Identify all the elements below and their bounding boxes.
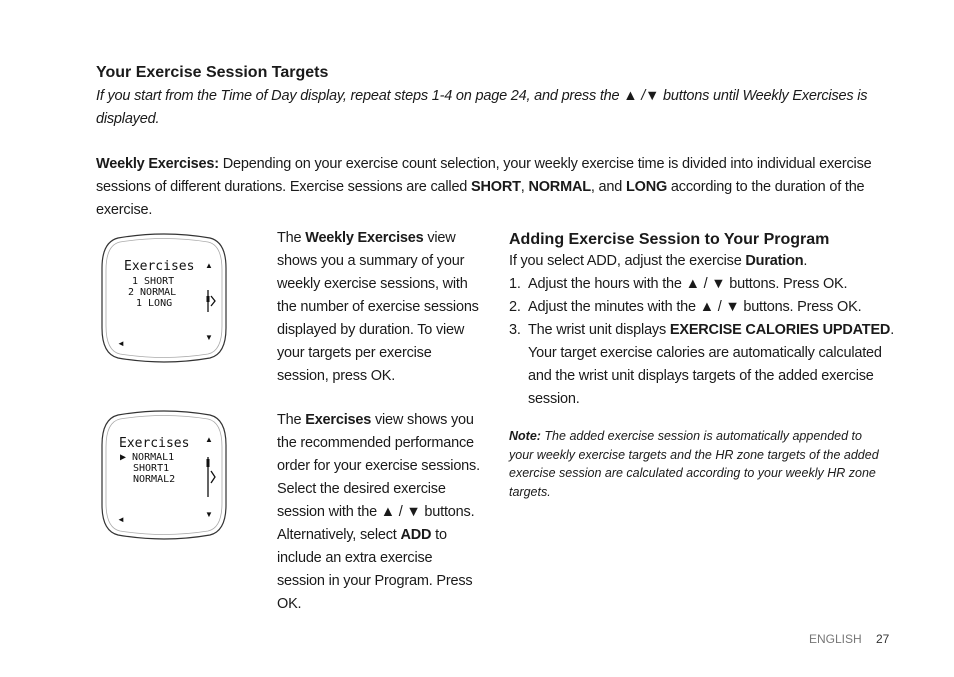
watch-display-weekly-exercises bbox=[98, 232, 230, 364]
adding-body bbox=[509, 250, 901, 411]
list-item bbox=[509, 296, 901, 319]
watch1-line-2: 2 NORMAL bbox=[128, 287, 177, 298]
exercises-view-text bbox=[277, 409, 483, 616]
view2-pre: The bbox=[277, 412, 306, 428]
watch2-back-icon: ◄ bbox=[117, 515, 125, 524]
watch1-line-3: 1 LONG bbox=[136, 298, 173, 309]
weekly-text-2: according to the duration of the exercise. bbox=[96, 179, 865, 218]
view2-post: to include an extra exercise session in your Program. Press OK. bbox=[277, 527, 473, 612]
view1-post: view shows you a summary of your weekly exercise sessions, with the number of exercise sessions displayed by duration. To view your targets per exercise session, press OK. bbox=[277, 230, 479, 384]
step-text-post: . Your target exercise calories are automatically calculated and the wrist unit displays targets of the added exercise session. bbox=[528, 322, 895, 407]
watch1-scroll-indicator-icon bbox=[208, 290, 215, 312]
section-intro-text: If you start from the Time of Day display, repeat steps 1-4 on page 24, and press the ▲ /▼ buttons until Weekly Exercises is displayed. bbox=[96, 88, 868, 127]
step-number: 1. bbox=[509, 276, 521, 292]
list-item bbox=[509, 273, 901, 296]
footer-language: ENGLISH bbox=[809, 632, 862, 646]
step-text: Adjust the hours with the ▲ / ▼ buttons. Press OK. bbox=[528, 276, 848, 292]
adding-title: Adding Exercise Session to Your Program bbox=[509, 231, 830, 248]
watch-display-exercises bbox=[98, 409, 230, 541]
watch1-line-1: 1 SHORT bbox=[132, 276, 175, 287]
step-number: 2. bbox=[509, 299, 521, 315]
adding-steps bbox=[509, 273, 901, 411]
watch1-down-icon: ▼ bbox=[205, 333, 213, 342]
note-text: The added exercise session is automatically appended to your weekly exercise targets and the HR zone targets of the added exercise session are calculated according to your weekly HR zone targets. bbox=[509, 429, 879, 499]
step-text-pre: The wrist unit displays bbox=[528, 322, 670, 338]
step-text-bold: EXERCISE CALORIES UPDATED bbox=[669, 322, 891, 338]
weekly-sep-2: , and bbox=[590, 179, 626, 195]
watch1-up-icon: ▲ bbox=[205, 261, 213, 270]
watch2-line-1: ▶ NORMAL1 bbox=[120, 452, 175, 463]
adding-intro bbox=[509, 250, 901, 273]
watch2-line-2: SHORT1 bbox=[133, 463, 170, 474]
view2-bold-2: ADD bbox=[400, 527, 432, 543]
weekly-paragraph bbox=[96, 153, 896, 222]
watch2-up-icon: ▲ bbox=[205, 435, 213, 444]
view1-bold: Weekly Exercises bbox=[305, 230, 424, 246]
step-text: Adjust the minutes with the ▲ / ▼ buttons. Press OK. bbox=[528, 299, 862, 315]
weekly-short: SHORT bbox=[471, 179, 521, 195]
section-intro bbox=[96, 85, 896, 131]
watch1-back-icon: ◄ bbox=[117, 339, 125, 348]
adding-intro-pre: If you select ADD, adjust the exercise bbox=[509, 253, 746, 269]
watch2-scroll-indicator-icon bbox=[208, 457, 215, 497]
watch1-title: Exercises bbox=[124, 259, 195, 274]
weekly-sep-1: , bbox=[520, 179, 529, 195]
weekly-text-1: Depending on your exercise count selection, your weekly exercise time is divided into individual exercise sessions of different durations. Exercise sessions are called bbox=[96, 156, 872, 195]
adding-intro-post: . bbox=[803, 253, 808, 269]
section-title: Your Exercise Session Targets bbox=[96, 64, 329, 81]
view2-mid: view shows you the recommended performance order for your exercise sessions. Select the desired exercise session with the ▲ / ▼ buttons. Alternatively, select bbox=[277, 412, 480, 543]
view1-pre: The bbox=[277, 230, 306, 246]
step-number: 3. bbox=[509, 322, 521, 338]
page-number: 27 bbox=[876, 632, 890, 646]
watch2-line-3: NORMAL2 bbox=[133, 474, 176, 485]
watch2-down-icon: ▼ bbox=[205, 510, 213, 519]
weekly-term: Weekly Exercises: bbox=[96, 156, 219, 172]
note-label: Note: bbox=[509, 429, 541, 443]
weekly-exercises-view-text bbox=[277, 227, 483, 388]
weekly-long: LONG bbox=[625, 179, 668, 195]
weekly-normal: NORMAL bbox=[528, 179, 591, 195]
adding-intro-bold: Duration bbox=[745, 253, 804, 269]
view2-bold: Exercises bbox=[305, 412, 372, 428]
list-item bbox=[509, 319, 901, 411]
watch2-title: Exercises bbox=[119, 436, 190, 451]
note bbox=[509, 427, 881, 501]
